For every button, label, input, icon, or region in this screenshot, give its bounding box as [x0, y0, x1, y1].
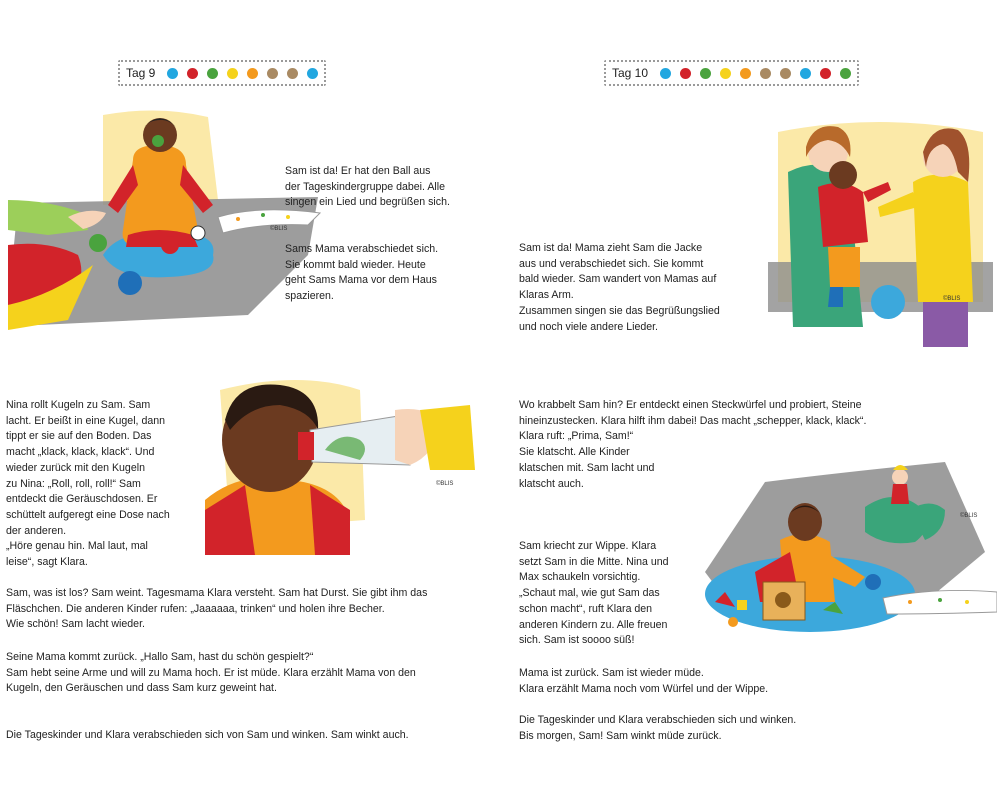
day-9-paragraph-1: Sam ist da! Er hat den Ball aus der Tageskindergruppe dabei. Alle singen ein Lied und begrüßen sich.: [285, 165, 450, 209]
day-9-paragraph-2: Sams Mama verabschiedet sich. Sie kommt bald wieder. Heute geht Sams Mama vor dem Haus spazieren.: [285, 243, 439, 303]
color-dot: [820, 68, 831, 79]
color-dot: [840, 68, 851, 79]
illustration-sam-with-balls: [8, 105, 328, 335]
day-9-paragraph-3: Nina rollt Kugeln zu Sam. Sam lacht. Er beißt in eine Kugel, dann tippt er sie auf den Boden. Das macht „klack, klack, klack“. Und wieder zurück mit den Kugeln zu Nina: „Roll, roll, roll!“ Sam entdeckt die Geräuschdosen. Er schüttelt aufgeregt eine Dose nach der anderen. „Höre genau hin. Mal laut, mal leise“, sagt Klara.: [6, 399, 170, 569]
day-10-paragraph-2: Wo krabbelt Sam hin? Er entdeckt einen Steckwürfel und probiert, Steine hineinzustecken. Klara hilft ihm dabei! Das macht „schepper, klack, klack“. Klara ruft: „Prima, Sam!“ Sie klatscht. Alle Kinder klatschen mit. Sam lacht und klatscht auch.: [519, 399, 867, 490]
illustration-sam-drinking: [200, 370, 480, 560]
color-dot: [167, 68, 178, 79]
color-dot: [187, 68, 198, 79]
color-dot: [267, 68, 278, 79]
color-dot: [800, 68, 811, 79]
illustration-signature: ©BLIS: [943, 296, 961, 302]
day-9-paragraph-4: Sam, was ist los? Sam weint. Tagesmama Klara versteht. Sam hat Durst. Sie gibt ihm das Fläschchen. Die anderen Kinder rufen: „Jaaaaaa, trinken“ und holen ihre Becher. Wie schön! Sam lacht wieder.: [6, 587, 428, 631]
day-9-label: Tag 9: [126, 66, 156, 80]
color-dot: [720, 68, 731, 79]
illustration-signature: ©BLIS: [960, 513, 978, 519]
color-dot: [287, 68, 298, 79]
color-dot: [760, 68, 771, 79]
color-dot: [247, 68, 258, 79]
day-9-paragraph-5: Seine Mama kommt zurück. „Hallo Sam, hast du schön gespielt?“ Sam hebt seine Arme und will zu Mama hoch. Er ist müde. Klara erzählt Mama von den Kugeln, den Geräuschen und dass Sam kurz geweint hat.: [6, 651, 416, 695]
day-10-paragraph-3: Sam kriecht zur Wippe. Klara setzt Sam in die Mitte. Nina und Max schaukeln vorsichtig. „Schaut mal, wie gut Sam das schon macht“, ruft Klara den anderen Kindern zu. Alle freuen sich. Sam ist soooo süß!: [519, 540, 669, 647]
color-dot: [780, 68, 791, 79]
day-9-tag: [118, 60, 326, 86]
illustration-sam-handover: [768, 112, 993, 352]
color-dot: [700, 68, 711, 79]
color-dot: [740, 68, 751, 79]
color-dot: [207, 68, 218, 79]
illustration-sam-shape-cube: [705, 452, 997, 637]
color-dot: [307, 68, 318, 79]
illustration-signature: ©BLIS: [270, 226, 288, 232]
color-dot: [660, 68, 671, 79]
page-day-10: [500, 0, 1000, 800]
day-10-paragraph-4: Mama ist zurück. Sam ist wieder müde. Klara erzählt Mama noch vom Würfel und der Wippe.: [519, 667, 769, 695]
day-10-paragraph-1: Sam ist da! Mama zieht Sam die Jacke aus und verabschiedet sich. Sie kommt bald wieder. Sam wandert von Mamas auf Klaras Arm. Zusammen singen sie das Begrüßungslied und noch viele andere Lieder.: [519, 242, 720, 333]
day-10-paragraph-5: Die Tageskinder und Klara verabschieden sich und winken. Bis morgen, Sam! Sam winkt müde zurück.: [519, 714, 797, 742]
color-dot: [227, 68, 238, 79]
day-10-tag: [604, 60, 859, 86]
day-9-paragraph-6: Die Tageskinder und Klara verabschieden sich von Sam und winken. Sam winkt auch.: [6, 729, 409, 741]
day-10-label: Tag 10: [612, 66, 649, 80]
illustration-signature: ©BLIS: [436, 481, 454, 487]
color-dot: [680, 68, 691, 79]
